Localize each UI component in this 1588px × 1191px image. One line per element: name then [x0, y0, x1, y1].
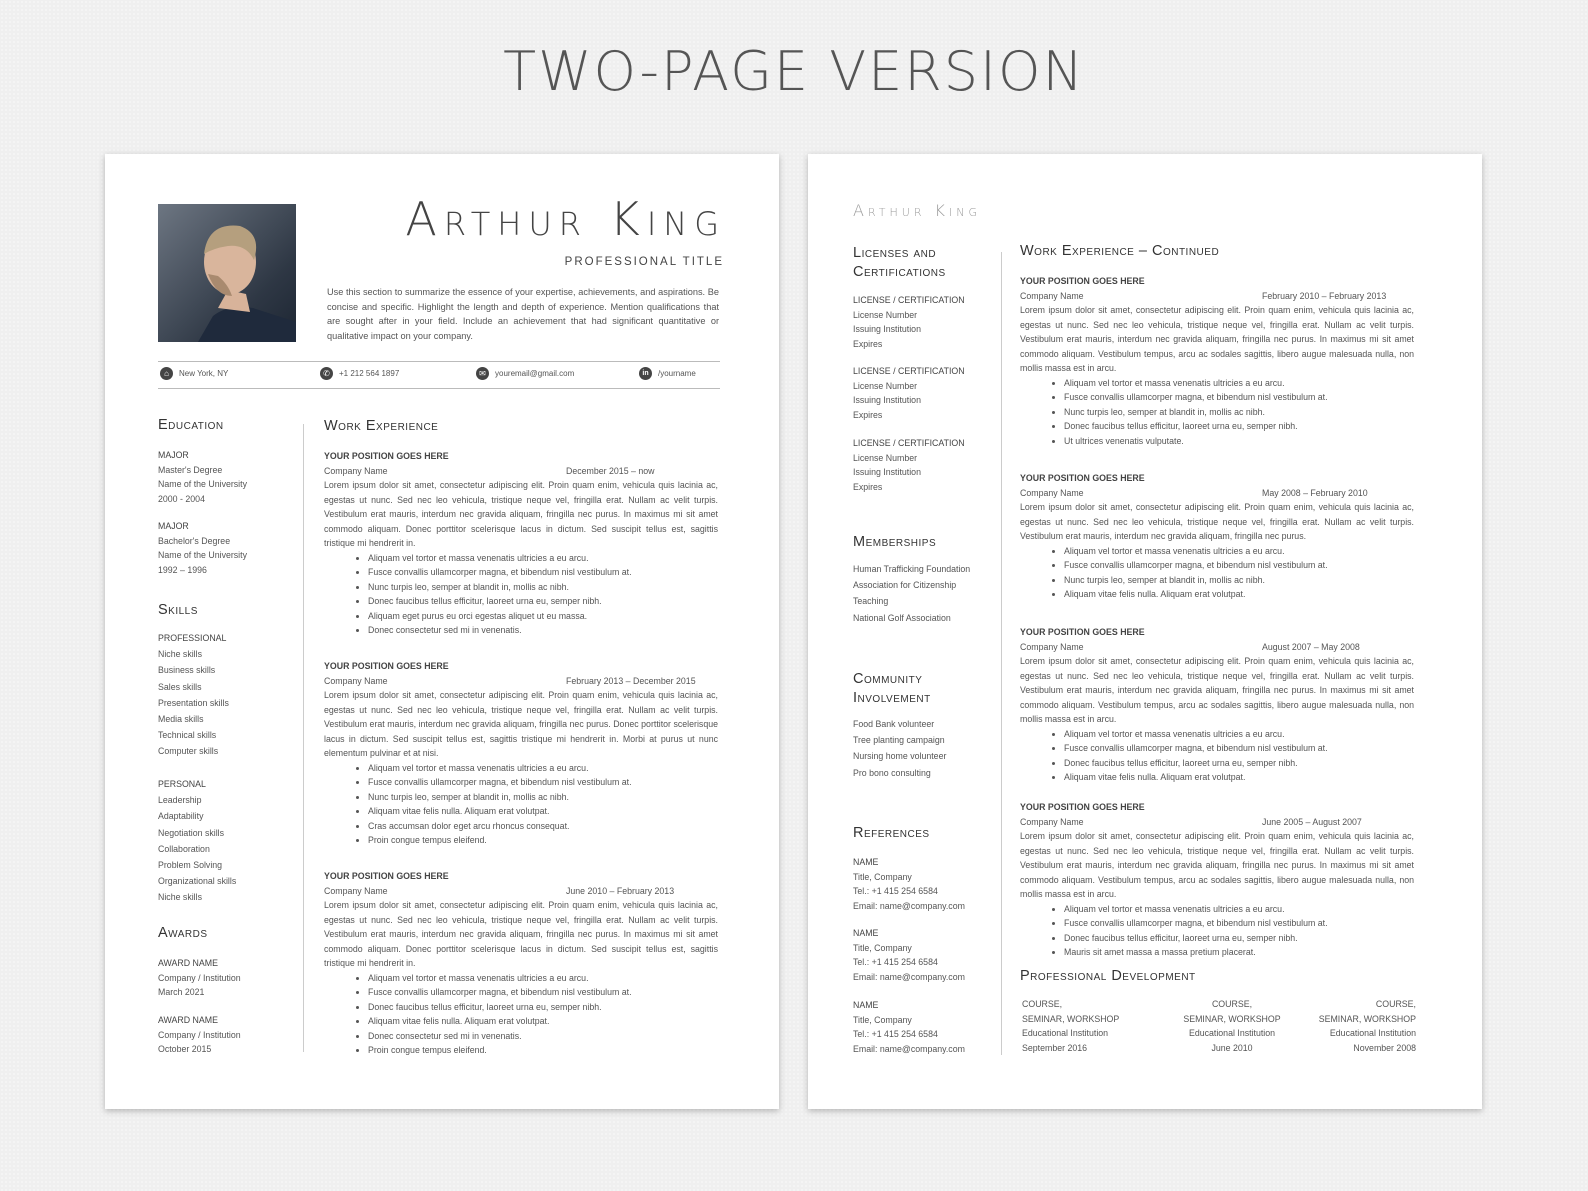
home-icon: ⌂	[160, 367, 173, 380]
profile-photo	[158, 204, 296, 342]
job-bullets	[324, 761, 718, 848]
reference-name: NAME	[853, 1000, 879, 1010]
license-institution: Issuing Institution	[853, 395, 921, 405]
bullet-item: • Fusce convallis ullamcorper magna, et bibendum nisl vestibulum at.	[368, 985, 718, 1000]
job-meta	[1020, 289, 1414, 304]
course-entry	[1308, 997, 1416, 1055]
bullet-item: • Donec faucibus tellus efficitur, laoreet urna eu, semper nibh.	[1064, 419, 1414, 434]
education-years: 2000 - 2004	[158, 493, 205, 504]
bullet-item: • Fusce convallis ullamcorper magna, et bibendum nisl vestibulum at.	[368, 565, 718, 580]
license-entry	[853, 364, 965, 422]
bullet-item: • Fusce convallis ullamcorper magna, et bibendum nisl vestibulum at.	[368, 775, 718, 790]
references-heading: References	[853, 825, 930, 841]
job-bullets	[1020, 727, 1414, 785]
skills-heading: Skills	[158, 602, 198, 618]
course-entry	[1172, 997, 1292, 1055]
job-meta	[324, 674, 718, 689]
summary-text: Use this section to summarize the essence of your expertise, achievements, and aspirations. Be concise and specific. Highlight the length and depth of experience. Mention qualifications that are sought after in your field. Include an achievement that had significant quantitative or qualitative impact on your company.	[327, 287, 719, 341]
contact-bar	[158, 361, 720, 389]
job-company: Company Name	[324, 885, 388, 896]
job-dates: August 2007 – May 2008	[1262, 641, 1360, 652]
bullet-item: • Fusce convallis ullamcorper magna, et bibendum nisl vestibulum at.	[1064, 558, 1414, 573]
course-date: June 2010	[1211, 1042, 1253, 1053]
course-line: SEMINAR, WORKSHOP	[1183, 1013, 1281, 1024]
job-dates: May 2008 – February 2010	[1262, 487, 1368, 498]
job-entry	[1020, 800, 1414, 960]
reference-entry	[853, 998, 965, 1056]
bullet-item: • Proin congue tempus eleifend.	[368, 1043, 718, 1058]
professional-skills	[158, 630, 229, 760]
reference-tel: Tel.: +1 415 254 6584	[853, 886, 938, 896]
job-company: Company Name	[1020, 816, 1084, 827]
memberships-list	[853, 561, 970, 626]
bullet-item: • Donec consectetur sed mi in venenatis.	[368, 1029, 718, 1044]
community-item: Tree planting campaign	[853, 735, 945, 746]
job-dates: June 2005 – August 2007	[1262, 816, 1362, 827]
licenses-heading	[853, 244, 946, 282]
license-entry	[853, 293, 965, 351]
job-title: YOUR POSITION GOES HERE	[324, 871, 449, 881]
license-number: License Number	[853, 452, 918, 463]
job-bullets	[1020, 376, 1414, 449]
job-meta	[324, 464, 718, 479]
job-entry	[324, 659, 718, 848]
job-meta	[324, 884, 718, 899]
education-degree: Bachelor's Degree	[158, 535, 231, 546]
license-expires: Expires	[853, 481, 883, 492]
reference-email: Email: name@company.com	[853, 900, 965, 911]
community-item: Pro bono consulting	[853, 767, 931, 778]
resume-page-1	[105, 154, 779, 1109]
job-bullets	[324, 971, 718, 1058]
linkedin-text: /yourname	[658, 369, 696, 378]
award-entry	[158, 956, 241, 1000]
job-bullets	[324, 551, 718, 638]
contact-location	[160, 367, 228, 380]
bullet-item: • Aliquam vel tortor et massa venenatis ultricies a eu arcu.	[1064, 544, 1414, 559]
reference-title: Title, Company	[853, 942, 912, 953]
bullet-item: • Nunc turpis leo, semper at blandit in, mollis ac nibh.	[1064, 573, 1414, 588]
education-heading: Education	[158, 417, 224, 433]
work-continued-heading: Work Experience – Continued	[1020, 243, 1220, 259]
course-institution: Educational Institution	[1329, 1028, 1416, 1038]
development-heading: Professional Development	[1020, 968, 1196, 984]
bullet-item: • Aliquam vel tortor et massa venenatis ultricies a eu arcu.	[368, 761, 718, 776]
skill-item: Leadership	[158, 795, 202, 806]
linkedin-icon: in	[639, 367, 652, 380]
bullet-item: • Aliquam vel tortor et massa venenatis ultricies a eu arcu.	[1064, 902, 1414, 917]
skill-item: Media skills	[158, 714, 204, 725]
bullet-item: • Donec faucibus tellus efficitur, laoreet urna eu, semper nibh.	[368, 594, 718, 609]
bullet-item: • Aliquam eget purus eu orci egestas aliquet ut eu massa.	[368, 609, 718, 624]
phone-icon: ✆	[320, 367, 333, 380]
job-description: Lorem ipsum dolor sit amet, consectetur adipiscing elit. Proin quam enim, vehicula quis lacinia ac, egestas ut nunc. Sed nec leo vehicula, tristique neque vel, fringilla erat. Nullam ac velit turpis. Vestibulum erat mauris, interdum nec gravida aliquam, fringilla nec purus. In maximus mi sit amet commodo aliquam. Vestibulum tempus, arcu ac sodales sagittis, libero augue malesuada nulla, non mollis massa est in arcu.	[1020, 656, 1414, 724]
skill-item: Problem Solving	[158, 860, 223, 871]
contact-linkedin	[639, 367, 696, 380]
job-meta	[1020, 486, 1414, 501]
contact-phone	[320, 367, 399, 380]
award-name: AWARD NAME	[158, 1015, 218, 1025]
job-dates: February 2010 – February 2013	[1262, 290, 1387, 301]
bullet-item: • Fusce convallis ullamcorper magna, et bibendum nisl vestibulum at.	[1064, 916, 1414, 931]
contact-email	[476, 367, 574, 380]
job-title: YOUR POSITION GOES HERE	[1020, 802, 1145, 812]
heading-line: Community	[853, 671, 923, 687]
course-institution: Educational Institution	[1188, 1028, 1276, 1038]
skill-item: Niche skills	[158, 649, 202, 660]
bullet-item: • Aliquam vitae felis nulla. Aliquam erat volutpat.	[368, 804, 718, 819]
job-meta	[1020, 815, 1414, 830]
job-entry	[324, 869, 718, 1058]
skills-label: PERSONAL	[158, 779, 206, 789]
award-entry	[158, 1013, 241, 1057]
skill-item: Business skills	[158, 665, 216, 676]
page-header-name: Arthur King	[853, 201, 982, 220]
membership-item: National Golf Association	[853, 612, 951, 623]
license-expires: Expires	[853, 338, 883, 349]
education-entry	[158, 448, 247, 506]
heading-line: Licenses and	[853, 245, 937, 261]
reference-title: Title, Company	[853, 871, 912, 882]
job-company: Company Name	[1020, 641, 1084, 652]
education-major: MAJOR	[158, 450, 189, 460]
award-date: October 2015	[158, 1044, 212, 1054]
course-date: September 2016	[1022, 1042, 1088, 1053]
skill-item: Collaboration	[158, 843, 210, 854]
course-date: November 2008	[1353, 1042, 1416, 1053]
email-text: youremail@gmail.com	[495, 369, 575, 378]
memberships-heading: Memberships	[853, 534, 937, 550]
education-years: 1992 – 1996	[158, 564, 207, 575]
job-company: Company Name	[1020, 290, 1084, 301]
bullet-item: • Nunc turpis leo, semper at blandit in, mollis ac nibh.	[368, 580, 718, 595]
bullet-item: • Nunc turpis leo, semper at blandit in, mollis ac nibh.	[1064, 405, 1414, 420]
job-title: YOUR POSITION GOES HERE	[1020, 276, 1145, 286]
banner-title: TWO-PAGE VERSION	[503, 40, 1085, 103]
license-number: License Number	[853, 380, 918, 391]
community-item: Nursing home volunteer	[853, 751, 947, 762]
job-meta	[1020, 640, 1414, 655]
course-line: COURSE,	[1211, 999, 1253, 1009]
location-text: New York, NY	[179, 369, 229, 378]
license-entry	[853, 436, 965, 494]
bullet-item: • Aliquam vel tortor et massa venenatis ultricies a eu arcu.	[1064, 727, 1414, 742]
education-entry	[158, 519, 247, 577]
bullet-item: • Aliquam vitae felis nulla. Aliquam erat volutpat.	[368, 1014, 718, 1029]
job-dates: December 2015 – now	[566, 465, 655, 476]
job-description: Lorem ipsum dolor sit amet, consectetur adipiscing elit. Proin quam enim, vehicula quis lacinia ac, egestas ut nunc. Sed nec leo vehicula, tristique neque vel, fringilla erat. Nullam ac velit turpis. Vestibulum erat mauris, interdum nec gravida aliquam, fringilla nec purus. Donec porttitor scelerisque lacus in dictum. Sed suscipit tellus est, sagittis tristique mi hendrerit in. Morbi at purus ut nunc elementum pulvinar et at nisi.	[324, 690, 718, 758]
reference-title: Title, Company	[853, 1014, 912, 1025]
job-description: Lorem ipsum dolor sit amet, consectetur adipiscing elit. Proin quam enim, vehicula quis lacinia ac, egestas ut nunc. Sed nec leo vehicula, tristique neque vel, fringilla erat. Nullam ac velit turpis. Vestibulum erat mauris, interdum nec gravida aliquam, fringilla nec purus.	[1020, 502, 1414, 541]
personal-skills	[158, 776, 236, 906]
reference-email: Email: name@company.com	[853, 1043, 965, 1054]
skill-item: Negotiation skills	[158, 827, 225, 838]
reference-tel: Tel.: +1 415 254 6584	[853, 1029, 938, 1039]
phone-text: +1 212 564 1897	[339, 369, 400, 378]
membership-item: Human Trafficking Foundation	[853, 564, 971, 574]
bullet-item: • Donec faucibus tellus efficitur, laoreet urna eu, semper nibh.	[1064, 931, 1414, 946]
job-bullets	[1020, 544, 1414, 602]
bullet-item: • Aliquam vel tortor et massa venenatis ultricies a eu arcu.	[368, 551, 718, 566]
job-dates: June 2010 – February 2013	[566, 885, 675, 896]
education-major: MAJOR	[158, 521, 189, 531]
bullet-item: • Proin congue tempus eleifend.	[368, 833, 718, 848]
skill-item: Presentation skills	[158, 697, 229, 708]
job-bullets	[1020, 902, 1414, 960]
award-org: Company / Institution	[158, 1029, 241, 1040]
job-description: Lorem ipsum dolor sit amet, consectetur adipiscing elit. Proin quam enim, vehicula quis lacinia ac, egestas ut nunc. Sed nec leo vehicula, tristique neque vel, fringilla erat. Nullam ac velit turpis. Vestibulum erat mauris, interdum nec gravida aliquam, fringilla nec purus. In maximus mi sit amet commodo aliquam. Vestibulum tempus, arcu ac sodales sagittis, libero augue malesuada nulla, non mollis massa est in arcu.	[1020, 305, 1414, 373]
work-experience-heading: Work Experience	[324, 418, 439, 434]
bullet-item: • Aliquam vel tortor et massa venenatis ultricies a eu arcu.	[368, 971, 718, 986]
job-description: Lorem ipsum dolor sit amet, consectetur adipiscing elit. Proin quam enim, vehicula quis lacinia ac, egestas ut nunc. Sed nec leo vehicula, tristique neque vel, fringilla erat. Nullam ac velit turpis. Vestibulum erat mauris, interdum nec gravida aliquam, fringilla nec purus. In maximus mi sit amet commodo aliquam. Vestibulum tempus, arcu ac sodales sagittis, libero augue malesuada nulla, non mollis massa est in arcu.	[1020, 831, 1414, 899]
bullet-item: • Aliquam vitae felis nulla. Aliquam erat volutpat.	[1064, 770, 1414, 785]
education-university: Name of the University	[158, 550, 247, 560]
course-institution: Educational Institution	[1022, 1028, 1109, 1038]
education-university: Name of the University	[158, 479, 247, 489]
job-company: Company Name	[324, 465, 388, 476]
skill-item: Niche skills	[158, 892, 202, 903]
column-divider	[303, 424, 304, 1052]
resume-page-2	[808, 154, 1482, 1109]
license-name: LICENSE / CERTIFICATION	[853, 438, 965, 448]
reference-name: NAME	[853, 857, 879, 867]
job-entry	[1020, 471, 1414, 602]
license-expires: Expires	[853, 409, 883, 420]
skill-item: Organizational skills	[158, 876, 237, 887]
bullet-item: • Donec consectetur sed mi in venenatis.	[368, 623, 718, 638]
job-entry	[1020, 625, 1414, 785]
bullet-item: • Aliquam vel tortor et massa venenatis ultricies a eu arcu.	[1064, 376, 1414, 391]
skill-item: Sales skills	[158, 681, 202, 692]
job-description: Lorem ipsum dolor sit amet, consectetur adipiscing elit. Proin quam enim, vehicula quis lacinia ac, egestas ut nunc. Sed nec leo vehicula, tristique neque vel, fringilla erat. Nullam ac velit turpis. Vestibulum erat mauris, interdum nec gravida aliquam, fringilla nec purus. In maximus mi sit amet commodo aliquam. Donec porttitor scelerisque lacus in dictum. Sed suscipit tellus est, sagittis tristique mi hendrerit in.	[324, 900, 718, 968]
course-line: COURSE,	[1375, 999, 1416, 1009]
bullet-item: • Cras accumsan dolor eget arcu rhoncus consequat.	[368, 819, 718, 834]
community-item: Food Bank volunteer	[853, 719, 935, 729]
bullet-item: • Nunc turpis leo, semper at blandit in, mollis ac nibh.	[368, 790, 718, 805]
bullet-item: • Donec faucibus tellus efficitur, laoreet urna eu, semper nibh.	[368, 1000, 718, 1015]
heading-line: Certifications	[853, 264, 946, 280]
reference-name: NAME	[853, 928, 879, 938]
job-title: YOUR POSITION GOES HERE	[324, 661, 449, 671]
professional-title: PROFESSIONAL TITLE	[564, 256, 724, 268]
skills-label: PROFESSIONAL	[158, 633, 227, 643]
reference-email: Email: name@company.com	[853, 971, 965, 982]
job-entry	[1020, 274, 1414, 448]
heading-line: Involvement	[853, 690, 931, 706]
award-org: Company / Institution	[158, 972, 241, 983]
license-name: LICENSE / CERTIFICATION	[853, 366, 965, 376]
job-title: YOUR POSITION GOES HERE	[1020, 627, 1145, 637]
bullet-item: • Aliquam vitae felis nulla. Aliquam erat volutpat.	[1064, 587, 1414, 602]
education-degree: Master's Degree	[158, 464, 223, 475]
column-divider	[1001, 252, 1002, 1055]
job-entry	[324, 449, 718, 638]
skill-item: Adaptability	[158, 811, 204, 822]
skill-item: Computer skills	[158, 746, 219, 757]
awards-heading: Awards	[158, 925, 208, 941]
course-line: COURSE,	[1022, 999, 1063, 1009]
community-heading	[853, 670, 931, 708]
job-title: YOUR POSITION GOES HERE	[324, 451, 449, 461]
membership-item: Association for Citizenship	[853, 580, 957, 591]
job-dates: February 2013 – December 2015	[566, 675, 696, 686]
course-line: SEMINAR, WORKSHOP	[1022, 1013, 1120, 1024]
email-icon: ✉	[476, 367, 489, 380]
skill-item: Technical skills	[158, 730, 217, 741]
bullet-item: • Fusce convallis ullamcorper magna, et bibendum nisl vestibulum at.	[1064, 390, 1414, 405]
job-company: Company Name	[1020, 487, 1084, 498]
bullet-item: • Fusce convallis ullamcorper magna, et bibendum nisl vestibulum at.	[1064, 741, 1414, 756]
course-entry	[1022, 997, 1119, 1055]
license-number: License Number	[853, 309, 918, 320]
reference-tel: Tel.: +1 415 254 6584	[853, 957, 938, 967]
license-institution: Issuing Institution	[853, 467, 921, 477]
job-title: YOUR POSITION GOES HERE	[1020, 473, 1145, 483]
reference-entry	[853, 855, 965, 913]
job-company: Company Name	[324, 675, 388, 686]
reference-entry	[853, 926, 965, 984]
license-institution: Issuing Institution	[853, 324, 921, 334]
job-description: Lorem ipsum dolor sit amet, consectetur adipiscing elit. Proin quam enim, vehicula quis lacinia ac, egestas ut nunc. Sed nec leo vehicula, tristique neque vel, fringilla erat. Nullam ac velit turpis. Vestibulum erat mauris, interdum nec gravida aliquam, fringilla nec purus. In maximus mi sit amet commodo aliquam. Donec porttitor scelerisque lacus in dictum. Sed suscipit tellus est, sagittis tristique mi hendrerit in.	[324, 480, 718, 548]
course-line: SEMINAR, WORKSHOP	[1318, 1013, 1416, 1024]
bullet-item: • Ut ultrices venenatis vulputate.	[1064, 434, 1414, 449]
award-name: AWARD NAME	[158, 958, 218, 968]
candidate-name: Arthur King	[405, 192, 726, 246]
license-name: LICENSE / CERTIFICATION	[853, 295, 965, 305]
bullet-item: • Mauris sit amet massa a massa pretium placerat.	[1064, 945, 1414, 960]
bullet-item: • Donec faucibus tellus efficitur, laoreet urna eu, semper nibh.	[1064, 756, 1414, 771]
award-date: March 2021	[158, 987, 205, 997]
membership-item: Teaching	[853, 596, 889, 607]
community-list	[853, 716, 946, 781]
